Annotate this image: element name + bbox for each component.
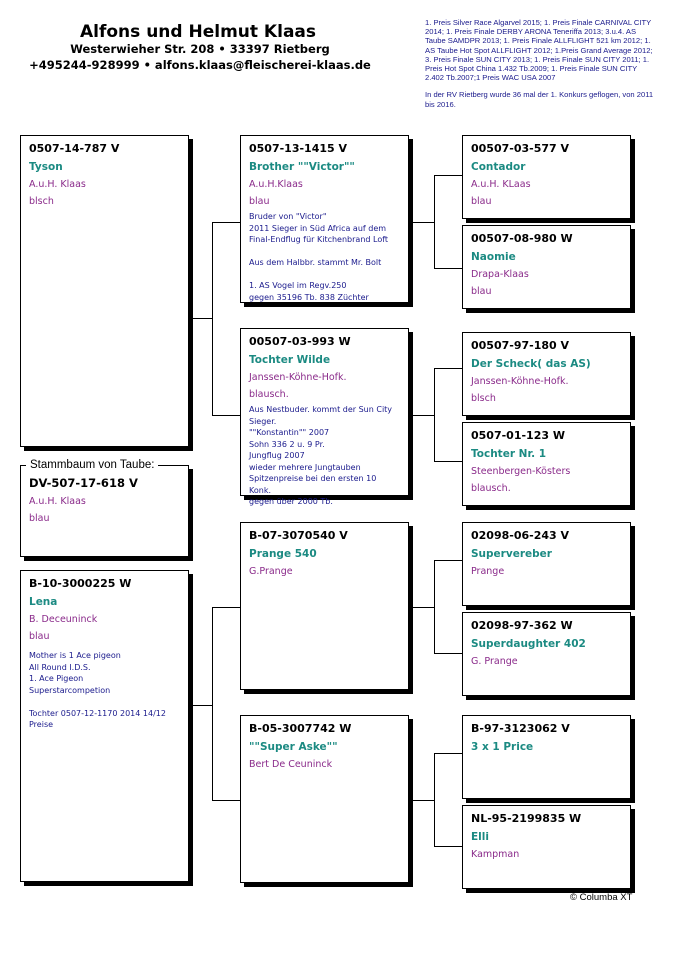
great-grandparent-card [462,135,631,219]
ring-number: 0507-01-123 W [471,429,565,442]
results-text: 1. Preis Silver Race Algarvel 2015; 1. Preis Finale CARNIVAL CITY 2014; 1. Preis Finale DERBY ARONA Teneriffa 2013; 3.u.4. AS Taube SAMDPR 2013; 1. Preis Finale ALLFLIGHT 521 km 2012; 1. AS Taube Hot Spot ALLFLIGHT 2012; 1.Preis Grand Average 2012; 3. Preis Finale SUN CITY 2013; 1. Preis Finale SUN CITY 2011; 1. Preis Hot Spot China 1.432 Tb.2009; 1. Preis Finale SUN CITY 2.402 Tb.2007;1 Preis WAC USA 2007 [425,18,653,83]
rv-text: In der RV Rietberg wurde 36 mal der 1. Konkurs geflogen, von 2011 bis 2016. [425,90,654,109]
connector-line [434,846,462,847]
connector-line [434,560,435,654]
breeder: A.u.H. KLaas [471,179,531,190]
connector-line [408,607,435,608]
ring-number: NL-95-2199835 W [471,812,582,825]
connector-line [434,175,462,176]
connector-line [212,222,213,416]
connector-line [212,607,213,801]
breeder: A.u.H. Klaas [29,179,86,190]
ring-number: 02098-97-362 W [471,619,573,632]
header-contact: +495244-928999 • alfons.klaas@fleischerei-klaas.de [29,58,371,72]
pigeon-name: ""Super Aske"" [249,741,338,753]
ring-number: 0507-13-1415 V [249,142,348,155]
notes: Aus Nestbuder. kommt der Sun City Sieger. ""Konstantin"" 2007 Sohn 336 2 u. 9 Pr. Jungflug 2007 wieder mehrere Jungtauben Spitzenpreise bei den ersten 10 Konk. gegen über 2000 Tb. [249,405,393,506]
connector-line [434,753,462,754]
notes: Mother is 1 Ace pigeon All Round I.D.S. 1. Ace Pigeon Superstarcompetion Tochter 0507-12-1170 2014 14/12 Preise [29,651,166,729]
connector-line [188,705,213,706]
color: blausch. [471,483,511,494]
color: blausch. [249,389,289,400]
ring-number: DV-507-17-618 V [29,476,138,490]
ring-number: 02098-06-243 V [471,529,570,542]
connector-line [408,415,435,416]
breeder: Janssen-Köhne-Hofk. [249,372,347,383]
great-grandparent-card [462,332,631,416]
color: blau [29,513,50,524]
pigeon-name: Supervereber [471,548,552,560]
pigeon-name: Tochter Nr. 1 [471,448,547,460]
connector-line [434,560,462,561]
connector-line [212,607,240,608]
great-grandparent-card [462,422,631,506]
great-grandparent-card [462,805,631,889]
connector-line [212,222,240,223]
connector-line [212,415,240,416]
connector-line [434,461,462,462]
notes: Bruder von "Victor" 2011 Sieger in Süd Africa auf dem Final-Endflug für Kitchenbrand Loft Aus dem Halbbr. stammt Mr. Bolt 1. AS Vogel im Regv.250 gegen 35196 Tb. 838 Züchter [249,212,389,302]
ring-number: 00507-08-980 W [471,232,573,245]
ring-number: B-10-3000225 W [29,577,132,590]
breeder: Janssen-Köhne-Hofk. [471,376,569,387]
breeder: Prange [471,566,505,577]
results-note [425,18,655,117]
pigeon-name: Der Scheck( das AS) [471,358,591,370]
father-card [20,135,189,447]
breeder: G. Prange [471,656,518,667]
great-grandparent-card [462,612,631,696]
pigeon-name: Elli [471,831,489,843]
ring-number: 00507-03-577 V [471,142,570,155]
color: blsch [29,196,54,207]
connector-line [434,368,435,462]
subject-card [20,465,189,557]
connector-line [434,175,435,269]
great-grandparent-card [462,225,631,309]
connector-line [408,800,435,801]
breeder: Steenbergen-Kösters [471,466,571,477]
ring-number: 00507-03-993 W [249,335,351,348]
breeder: B. Deceuninck [29,614,98,625]
connector-line [434,268,462,269]
pigeon-name: Tyson [29,161,63,173]
breeder: Drapa-Klaas [471,269,529,280]
ring-number: 00507-97-180 V [471,339,570,352]
breeder: A.u.H.Klaas [249,179,303,190]
great-grandparent-card [462,715,631,799]
pigeon-name: Lena [29,596,58,608]
color: blau [471,286,492,297]
color: blau [29,631,50,642]
connector-line [434,653,462,654]
breeder: Bert De Ceuninck [249,759,333,770]
copyright: © Columba XT [570,892,633,903]
pigeon-name: Brother ""Victor"" [249,161,355,173]
connector-line [212,800,240,801]
pigeon-name: Naomie [471,251,516,263]
breeder: G.Prange [249,566,293,577]
great-grandparent-card [462,522,631,606]
page-title: Alfons und Helmut Klaas [80,22,316,42]
color: blsch [471,393,496,404]
pigeon-name: Contador [471,161,526,173]
pigeon-name: Superdaughter 402 [471,638,586,650]
grandsire-maternal-card [240,522,409,690]
granddam-paternal-card [240,328,409,506]
connector-line [188,318,213,319]
header-address: Westerwieher Str. 208 • 33397 Rietberg [70,42,330,56]
ring-number: B-97-3123062 V [471,722,570,735]
pigeon-name: Tochter Wilde [249,354,331,366]
pigeon-name: 3 x 1 Price [471,741,534,753]
connector-line [408,222,435,223]
pedigree-label: Stammbaum von Taube: [26,459,158,471]
ring-number: B-07-3070540 V [249,529,348,542]
ring-number: 0507-14-787 V [29,142,120,155]
color: blau [471,196,492,207]
mother-card [20,570,189,882]
connector-line [434,368,462,369]
granddam-maternal-card [240,715,409,883]
color: blau [249,196,270,207]
breeder: A.u.H. Klaas [29,496,86,507]
connector-line [434,753,435,847]
breeder: Kampman [471,849,520,860]
pigeon-name: Prange 540 [249,548,317,560]
ring-number: B-05-3007742 W [249,722,352,735]
grandsire-paternal-card [240,135,409,303]
